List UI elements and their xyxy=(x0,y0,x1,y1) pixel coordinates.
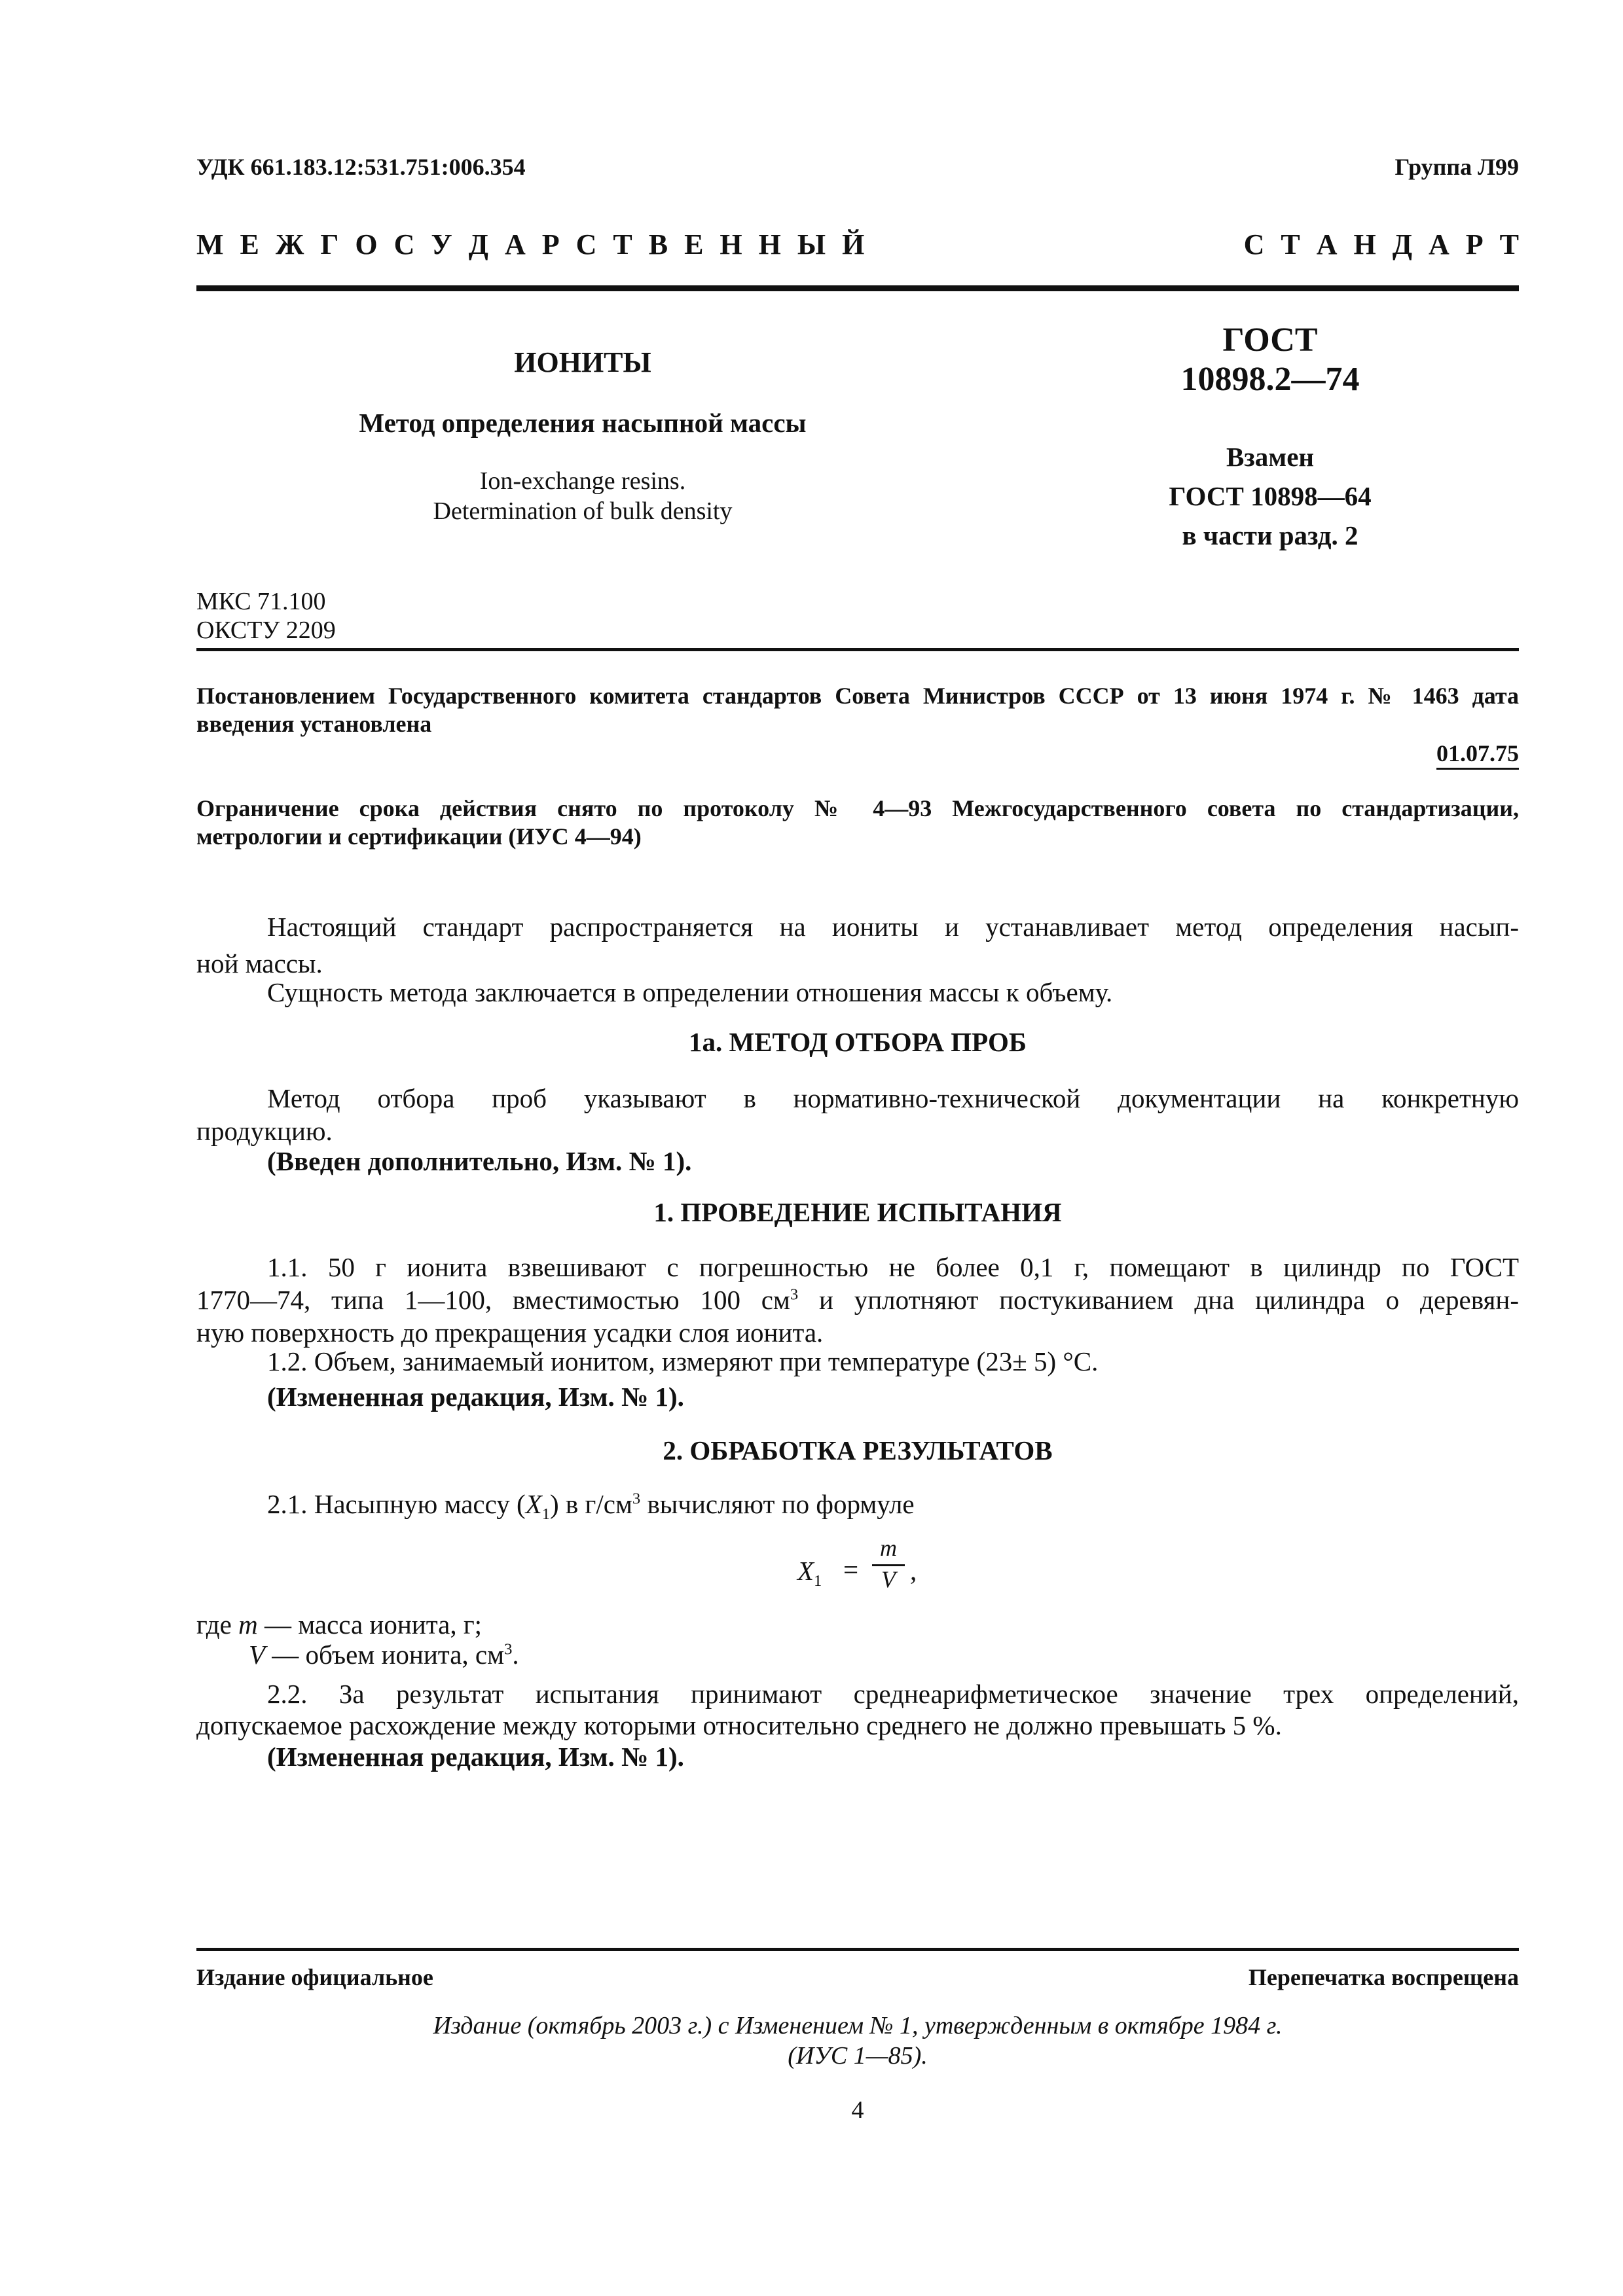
replaces-label: Взамен xyxy=(1226,442,1315,472)
bulk-density-formula xyxy=(797,1535,941,1610)
section-1a-line1: Метод отбора проб указывают в нормативно-технической документации на конкретную xyxy=(267,1083,1519,1113)
header-thick-rule xyxy=(196,285,1519,291)
formula-numerator: m xyxy=(880,1535,897,1561)
edition-note-line2: (ИУС 1—85). xyxy=(788,2042,928,2070)
section-2-heading: 2. ОБРАБОТКА РЕЗУЛЬТАТОВ xyxy=(663,1435,1053,1465)
section-2-p1: 2.1. Насыпную массу $(X_1)$ в $г/см^3$ вычисляют по формуле xyxy=(267,1489,915,1524)
section-1a-line2: продукцию. xyxy=(196,1116,333,1146)
section-1-p1-line1: 1.1. 50 г ионита взвешивают с погрешностью не более 0,1 г, помещают в цилиндр по ГОСТ xyxy=(267,1252,1519,1282)
reprint-prohibited: Перепечатка воспрещена xyxy=(1248,1964,1519,1990)
section-1-p1-line3: ную поверхность до прекращения усадки слоя ионита. xyxy=(196,1318,824,1348)
section-1-p2: 1.2. Объем, занимаемый ионитом, измеряют при температуре (23± 5) °С. xyxy=(267,1346,1099,1376)
group-code: Группа Л99 xyxy=(1395,154,1519,180)
english-title-line1: Ion-exchange resins. xyxy=(479,467,686,495)
english-title-line2: Determination of bulk density xyxy=(433,497,733,525)
gost-label: ГОСТ xyxy=(1222,321,1318,359)
decree-line2: введения установлена xyxy=(196,711,432,737)
mks-code: МКС 71.100 xyxy=(196,588,326,615)
replaces-part: в части разд. 2 xyxy=(1182,520,1359,550)
section-1a-note: (Введен дополнительно, Изм. № 1). xyxy=(267,1146,692,1176)
where-line-mass: где m — масса ионита, г; xyxy=(196,1609,483,1640)
decree-line1: Постановлением Государственного комитета стандартов Совета Министров СССР от 13 июня 1974 г. № 1463 дата xyxy=(196,683,1519,709)
title-block-rule xyxy=(196,648,1519,651)
footer-rule xyxy=(196,1948,1519,1951)
section-1a-heading: 1а. МЕТОД ОТБОРА ПРОБ xyxy=(689,1027,1027,1057)
okstu-code: ОКСТУ 2209 xyxy=(196,617,336,644)
section-1-heading: 1. ПРОВЕДЕНИЕ ИСПЫТАНИЯ xyxy=(653,1197,1062,1227)
replaces-gost: ГОСТ 10898—64 xyxy=(1169,481,1372,511)
edition-note-line1: Издание (октябрь 2003 г.) с Изменением № 1, утвержденным в октябре 1984 г. xyxy=(433,2012,1283,2039)
intro-p2: Сущность метода заключается в определении отношения массы к объему. xyxy=(267,977,1113,1007)
formula-lhs: $X_1$ xyxy=(797,1556,822,1590)
document-title: ИОНИТЫ xyxy=(514,346,651,378)
udk-code: УДК 661.183.12:531.751:006.354 xyxy=(196,154,526,180)
section-2-p2-line1: 2.2. За результат испытания принимают среднеарифметическое значение трех определений, xyxy=(267,1679,1519,1709)
formula-comma: , xyxy=(910,1556,917,1586)
restriction-line1: Ограничение срока действия снято по протоколу № 4—93 Межгосударственного совета по стандартизации, xyxy=(196,795,1519,821)
banner-standard: С Т А Н Д А Р Т xyxy=(1243,228,1519,260)
where-line-volume: V — объем ионита, $см^3$. xyxy=(249,1640,519,1670)
formula-denominator: V xyxy=(881,1566,896,1592)
document-subtitle: Метод определения насыпной массы xyxy=(359,408,807,438)
section-2-p2-line2: допускаемое расхождение между которыми относительно среднего не должно превышать 5 %. xyxy=(196,1710,1282,1740)
banner-interstate: М Е Ж Г О С У Д А Р С Т В Е Н Н Ы Й xyxy=(196,228,865,260)
intro-p1-line1: Настоящий стандарт распространяется на иониты и устанавливает метод определения насып- xyxy=(267,912,1519,942)
effective-date: 01.07.75 xyxy=(1309,738,1519,768)
gost-number: 10898.2—74 xyxy=(1180,361,1360,398)
intro-p1-line2: ной массы. xyxy=(196,948,323,978)
section-1-note: (Измененная редакция, Изм. № 1). xyxy=(267,1382,684,1412)
page-number: 4 xyxy=(851,2096,864,2124)
restriction-line2: метрологии и сертификации (ИУС 4—94) xyxy=(196,823,642,850)
formula-equals: = xyxy=(843,1554,859,1585)
section-2-note: (Измененная редакция, Изм. № 1). xyxy=(267,1742,684,1772)
official-edition: Издание официальное xyxy=(196,1964,433,1990)
section-1-p1-line2: 1770—74, типа 1—100, вместимостью 100 $см^3$ и уплотняют постукиванием дна цилиндра о деревян- xyxy=(196,1285,1519,1315)
